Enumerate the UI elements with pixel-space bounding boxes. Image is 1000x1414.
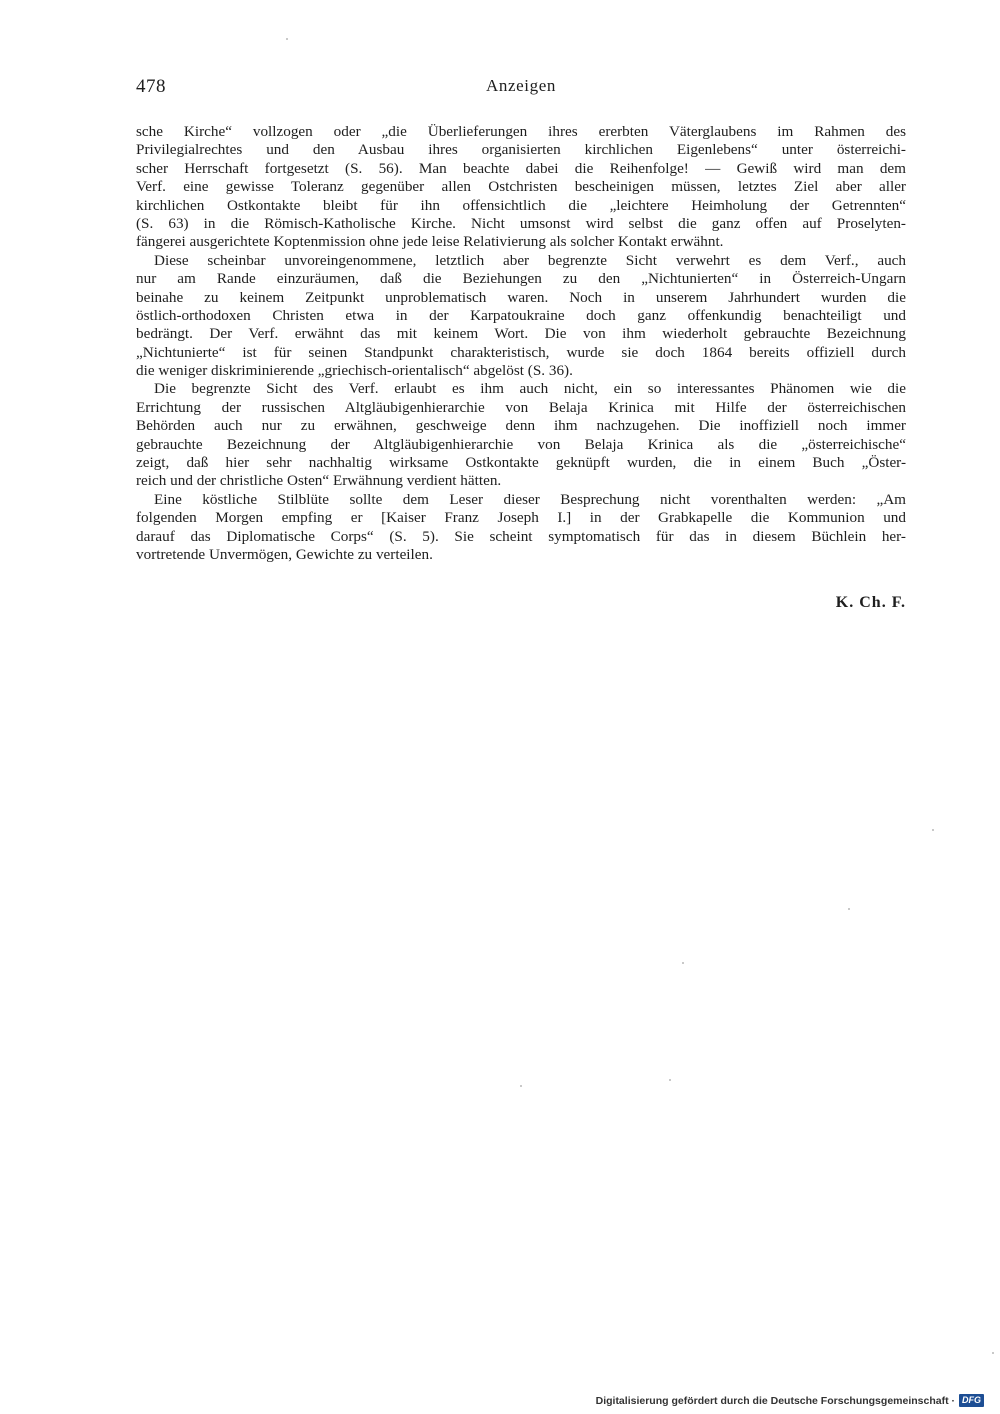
text-line: Errichtung der russischen Altgläubigenhierarchie von Belaja Krinica mit Hilfe der österreichischen (136, 398, 906, 416)
text-line: „Nichtunierte“ ist für seinen Standpunkt charakteristisch, wurde sie doch 1864 bereits offiziell durch (136, 343, 906, 361)
text-line: darauf das Diplomatische Corps“ (S. 5). Sie scheint symptomatisch für das in diesem Büchlein her- (136, 527, 906, 545)
running-head (136, 76, 906, 100)
page-number: 478 (136, 76, 166, 97)
text-line: scher Herrschaft fortgesetzt (S. 56). Man beachte dabei die Reihenfolge! — Gewiß wird man dem (136, 159, 906, 177)
text-line: reich und der christliche Osten“ Erwähnung verdient hätten. (136, 472, 502, 490)
text-line: vortretende Unvermögen, Gewichte zu verteilen. (136, 545, 433, 563)
text-line: Die begrenzte Sicht des Verf. erlaubt es ihm auch nicht, ein so interessantes Phänomen wie die (154, 380, 906, 398)
footer-text: Digitalisierung gefördert durch die Deutsche Forschungsgemeinschaft · (595, 1394, 955, 1407)
scan-speck (286, 38, 288, 40)
text-line: gebrauchte Bezeichnung der Altgläubigenhierarchie von Belaja Krinica als die „österreichische“ (136, 435, 906, 453)
text-line: folgenden Morgen empfing er [Kaiser Franz Joseph I.] in der Grabkapelle die Kommunion und (136, 509, 906, 527)
running-title: Anzeigen (486, 76, 556, 95)
text-line: kirchlichen Ostkontakte bleibt für ihn offensichtlich die „leichtere Heimholung der Getrennten“ (136, 196, 906, 214)
scan-speck (682, 962, 684, 964)
scan-speck (992, 1352, 994, 1354)
text-line: fängerei ausgerichtete Koptenmission ohne jede leise Relativierung als solcher Kontakt erwähnt. (136, 233, 724, 251)
digitization-footer (596, 1394, 984, 1407)
text-line: bedrängt. Der Verf. erwähnt das mit keinem Wort. Die von ihm wiederholt gebrauchte Bezeichnung (136, 325, 906, 343)
text-line: Verf. eine gewisse Toleranz gegenüber allen Ostchristen bescheinigen müssen, letztes Ziel aber aller (136, 178, 906, 196)
scan-speck (848, 908, 850, 910)
body-text (136, 123, 906, 564)
paragraph-4 (136, 491, 906, 565)
dfg-logo-icon: DFG (959, 1394, 984, 1407)
text-line: Behörden auch nur zu erwähnen, geschweige denn ihm nachzugehen. Die inoffiziell noch immer (136, 417, 906, 435)
text-line: Eine köstliche Stilblüte sollte dem Leser dieser Besprechung nicht vorenthalten werden: „Am (154, 490, 906, 508)
paragraph-1 (136, 123, 906, 252)
text-line: (S. 63) in die Römisch-Katholische Kirche. Nicht umsonst wird selbst die ganz offen auf Proselyten- (136, 214, 906, 232)
text-line: sche Kirche“ vollzogen oder „die Überlieferungen ihres ererbten Väterglaubens im Rahmen des (136, 123, 906, 140)
text-line: zeigt, daß hier sehr nachhaltig wirksame Ostkontakte geknüpft wurden, die in einem Buch „Öster- (136, 454, 906, 472)
paragraph-3 (136, 380, 906, 490)
author-signature: K. Ch. F. (835, 594, 906, 611)
scan-speck (669, 1079, 671, 1081)
text-line: beinahe zu keinem Zeitpunkt unproblematisch waren. Noch in unserem Jahrhundert wurden die (136, 288, 906, 306)
scan-speck (520, 1085, 522, 1087)
paragraph-2 (136, 252, 906, 381)
text-line: die weniger diskriminierende „griechisch-orientalisch“ abgelöst (S. 36). (136, 362, 573, 380)
text-line: nur am Rande einzuräumen, daß die Beziehungen zu den „Nichtunierten“ in Österreich-Ungarn (136, 270, 906, 288)
text-line: Diese scheinbar unvoreingenommene, letztlich aber begrenzte Sicht verwehrt es dem Verf., auch (154, 251, 906, 269)
text-line: Privilegialrechtes und den Ausbau ihres organisierten kirchlichen Eigenlebens“ unter österreichi- (136, 141, 906, 159)
scan-speck (932, 829, 934, 831)
text-line: östlich-orthodoxen Christen etwa in der Karpatoukraine doch ganz offenkundig benachteiligt und (136, 306, 906, 324)
